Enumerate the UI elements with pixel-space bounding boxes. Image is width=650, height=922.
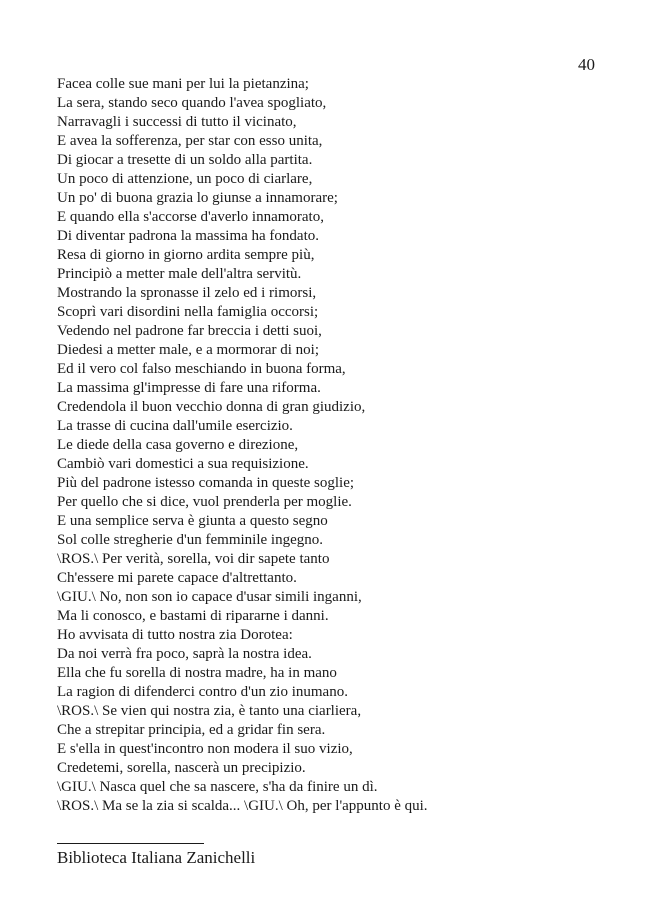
verse-line: La trasse di cucina dall'umile esercizio. bbox=[57, 418, 293, 434]
verse-line: Ma li conosco, e bastami di ripararne i danni. bbox=[57, 608, 329, 624]
verse-line: \ROS.\ Se vien qui nostra zia, è tanto una ciarliera, bbox=[57, 703, 362, 719]
verse-line: Di diventar padrona la massima ha fondato. bbox=[57, 228, 320, 244]
verse-line: \GIU.\ No, non son io capace d'usar simili inganni, bbox=[57, 589, 362, 605]
verse-line: Sol colle stregherie d'un femminile ingegno. bbox=[57, 532, 323, 548]
verse-line: \GIU.\ Nasca quel che sa nascere, s'ha da finire un dì. bbox=[57, 779, 378, 795]
page-number: 40 bbox=[578, 55, 595, 74]
verse-line: La ragion di difenderci contro d'un zio inumano. bbox=[57, 684, 348, 700]
footer-divider bbox=[57, 843, 204, 844]
verse-line: Facea colle sue mani per lui la pietanzina; bbox=[57, 76, 309, 92]
verse-line: La sera, stando seco quando l'avea spogliato, bbox=[57, 95, 327, 111]
verse-line: Mostrando la spronasse il zelo ed i rimorsi, bbox=[57, 285, 317, 301]
verse-line: Le diede della casa governo e direzione, bbox=[57, 437, 299, 453]
verse-line: La massima gl'impresse di fare una riforma. bbox=[57, 380, 321, 396]
verse-line: Cambiò vari domestici a sua requisizione. bbox=[57, 456, 309, 472]
verse-block bbox=[57, 75, 617, 816]
verse-line: Scoprì vari disordini nella famiglia occorsi; bbox=[57, 304, 319, 320]
verse-line: Un po' di buona grazia lo giunse a innamorare; bbox=[57, 190, 338, 206]
verse-line: Più del padrone istesso comanda in queste soglie; bbox=[57, 475, 355, 491]
verse-line: Vedendo nel padrone far breccia i detti suoi, bbox=[57, 323, 322, 339]
verse-line: E quando ella s'accorse d'averlo innamorato, bbox=[57, 209, 324, 225]
verse-line: Di giocar a tresette di un soldo alla partita. bbox=[57, 152, 313, 168]
verse-line: Resa di giorno in giorno ardita sempre più, bbox=[57, 247, 315, 263]
verse-line: Credendola il buon vecchio donna di gran giudizio, bbox=[57, 399, 366, 415]
verse-line: Principiò a metter male dell'altra servitù. bbox=[57, 266, 302, 282]
verse-line: Ch'essere mi parete capace d'altrettanto. bbox=[57, 570, 297, 586]
verse-line: Per quello che si dice, vuol prenderla per moglie. bbox=[57, 494, 352, 510]
verse-line: Che a strepitar principia, ed a gridar fin sera. bbox=[57, 722, 326, 738]
verse-line: E avea la sofferenza, per star con esso unita, bbox=[57, 133, 323, 149]
verse-line: E s'ella in quest'incontro non modera il suo vizio, bbox=[57, 741, 353, 757]
verse-line: Credetemi, sorella, nascerà un precipizio. bbox=[57, 760, 306, 776]
verse-line: \ROS.\ Ma se la zia si scalda... \GIU.\ Oh, per l'appunto è qui. bbox=[57, 798, 428, 814]
verse-line: \ROS.\ Per verità, sorella, voi dir sapete tanto bbox=[57, 551, 330, 567]
verse-line: Ho avvisata di tutto nostra zia Dorotea: bbox=[57, 627, 293, 643]
verse-line: Un poco di attenzione, un poco di ciarlare, bbox=[57, 171, 313, 187]
footer-publisher: Biblioteca Italiana Zanichelli bbox=[57, 848, 256, 867]
verse-line: Ella che fu sorella di nostra madre, ha in mano bbox=[57, 665, 337, 681]
verse-line: Da noi verrà fra poco, saprà la nostra idea. bbox=[57, 646, 312, 662]
verse-line: E una semplice serva è giunta a questo segno bbox=[57, 513, 328, 529]
verse-line: Narravagli i successi di tutto il vicinato, bbox=[57, 114, 297, 130]
verse-line: Diedesi a metter male, e a mormorar di noi; bbox=[57, 342, 319, 358]
verse-line: Ed il vero col falso meschiando in buona forma, bbox=[57, 361, 346, 377]
